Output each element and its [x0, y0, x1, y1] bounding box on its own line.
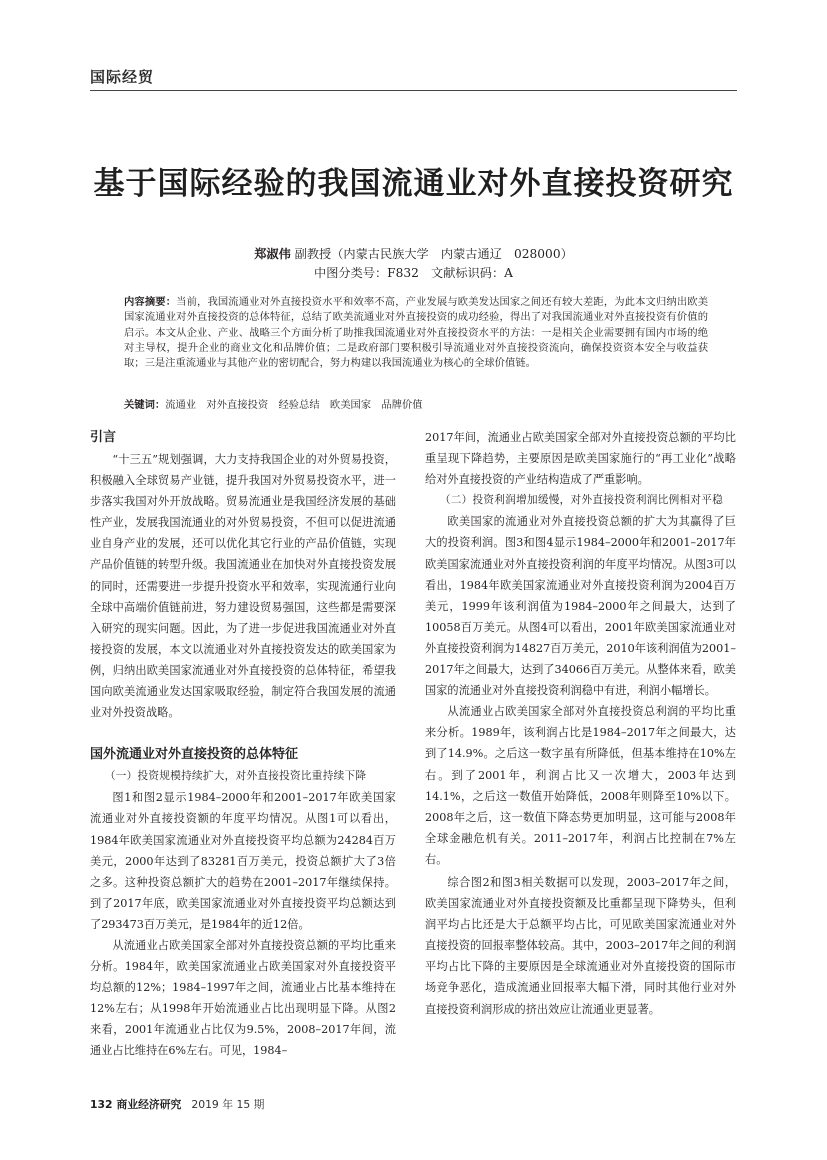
journal-name: 商业经济研究 — [116, 1098, 182, 1111]
keywords-text: 流通业 对外直接投资 经验总结 欧美国家 品牌价值 — [165, 399, 423, 411]
abstract-text: 当前，我国流通业对外直接投资水平和效率不高，产业发展与欧美发达国家之间还有较大差距，为此本文归纳出欧美国家流通业对外直接投资的总体特征，总结了欧美流通业对外直接投资的成功经验，得出了对我国流通业对外直接投资有价值的启示。本文从企业、产业、战略三个方面分析了助推我国流通业对外直接投资水平的方法：一是相关企业需要拥有国内市场的绝对主导权，提升企业的商业文化和品牌价值；二是政府部门要积极引导流通业对外直接投资流向，确保投资资本安全与收益获取；三是注重流通业与其他产业的密切配合，努力构建以我国流通业为核心的全球价值链。 — [124, 296, 708, 370]
keywords-label: 关键词： — [124, 399, 166, 411]
body-paragraph: 综合图2和图3相关数据可以发现，2003–2017年之间，欧美国家流通业对外直接投资额及比重都呈现下降势头，但利润平均占比还是大于总额平均占比，可见欧美国家流通业对外直接投资的回报率整体较高。其中，2003–2017年之间的利润平均占比下降的主要原因是全球流通业对外直接投资的国际市场竞争恶化，造成流通业回报率大幅下滑，同时其他行业对外直接投资利润形成的挤出效应让流通业更显著。 — [425, 875, 736, 1016]
abstract — [124, 295, 708, 371]
page-number: 132 — [90, 1098, 113, 1111]
subsection-heading: （二）投资利润增加缓慢，对外直接投资利润比例相对平稳 — [439, 494, 724, 507]
author-affiliation: 副教授（内蒙古民族大学 内蒙古通辽 028000） — [290, 247, 573, 261]
intro-heading: 引言 — [90, 430, 117, 445]
keywords — [124, 396, 708, 411]
abstract-label: 内容摘要： — [124, 296, 177, 308]
section-heading: 国外流通业对外直接投资的总体特征 — [90, 747, 299, 763]
body-paragraph: 从流通业占欧美国家全部对外直接投资总额的平均比重来分析。1984年，欧美国家流通业占欧美国家对外直接投资平均总额的12%；1984–1997年之间，流通业占比基本维持在12%左右；从1998年开始流通业占比出现明显下降。从图2来看，2001年流通业占比仅为9.5%，2008–2017年间，流通业占比维持在6%左右。可见，1984– — [90, 938, 396, 1058]
body-paragraph: 图1和图2显示1984–2000年和2001–2017年欧美国家流通业对外直接投资额的年度平均情况。从图1可以看出，1984年欧美国家流通业对外直接投资平均总额为24284百万美元，2000年达到了83281百万美元，投资总额扩大了3倍之多。这种投资总额扩大的趋势在2001–2017年继续保持。到了2017年底，欧美国家流通业对外直接投资平均总额达到了293473百万美元，是1984年的近12倍。 — [90, 791, 396, 931]
page-footer — [90, 1097, 264, 1112]
body-paragraph: 2017年间，流通业占欧美国家全部对外直接投资总额的平均比重呈现下降趋势，主要原因是欧美国家施行的“再工业化”战略给对外直接投资的产业结构造成了严重影响。 — [425, 431, 736, 487]
classification-line: 中图分类号：F832 文献标识码：A — [314, 266, 513, 280]
author-line — [90, 245, 737, 262]
section-tag: 国际经贸 — [90, 68, 155, 86]
author-name: 郑淑伟 — [254, 247, 291, 261]
right-column — [425, 427, 736, 1020]
left-column — [90, 427, 396, 1062]
article-title: 基于国际经验的我国流通业对外直接投资研究 — [93, 166, 734, 202]
subsection-heading: （一）投资规模持续扩大，对外直接投资比重持续下降 — [104, 770, 367, 783]
header-rule — [90, 90, 737, 91]
body-paragraph: 欧美国家的流通业对外直接投资总额的扩大为其赢得了巨大的投资利润。图3和图4显示1984–2000年和2001–2017年欧美国家流通业对外直接投资利润的年度平均情况。从图3可以看出，1984年欧美国家流通业对外直接投资利润为2004百万美元，1999年该利润值为1984–2000年之间最大，达到了10058百万美元。从图4可以看出，2001年欧美国家流通业对外直接投资利润为14827百万美元，2010年该利润值为2001–2017年之间最大，达到了34066百万美元。从整体来看，欧美国家的流通业对外直接投资利润稳中有进，利润小幅增长。 — [425, 515, 736, 698]
intro-paragraph: “十三五”规划强调，大力支持我国企业的对外贸易投资，积极融入全球贸易产业链，提升我国对外贸易投资水平，进一步落实我国对外开放战略。贸易流通业是我国经济发展的基础性产业，发展我国流通业的对外贸易投资，不但可以促进流通业自身产业的发展，还可以优化其它行业的产品价值链，实现产品价值链的转型升级。我国流通业在加快对外直接投资发展的同时，还需要进一步提升投资水平和效率，实现流通行业向全球中高端价值链前进，努力建设贸易强国，这些都是需要深入研究的现实问题。因此，为了进一步促进我国流通业对外直接投资的发展，本文以流通业对外直接投资发达的欧美国家为例，归纳出欧美国家流通业对外直接投资的总体特征，希望我国向欧美流通业发达国家吸取经验，制定符合我国发展的流通业对外投资战略。 — [90, 453, 396, 720]
issue-info: 2019 年 15 期 — [191, 1098, 265, 1111]
body-paragraph: 从流通业占欧美国家全部对外直接投资总利润的平均比重来分析。1989年，该利润占比是1984–2017年之间最大，达到了14.9%。之后这一数字虽有所降低，但基本维持在10%左右。到了2001年，利润占比又一次增大，2003年达到14.1%，之后这一数值开始降低，2008年则降至10%以下。2008年之后，这一数值下降态势更加明显，这可能与2008年全球金融危机有关。2011–2017年，利润占比控制在7%左右。 — [425, 705, 736, 866]
